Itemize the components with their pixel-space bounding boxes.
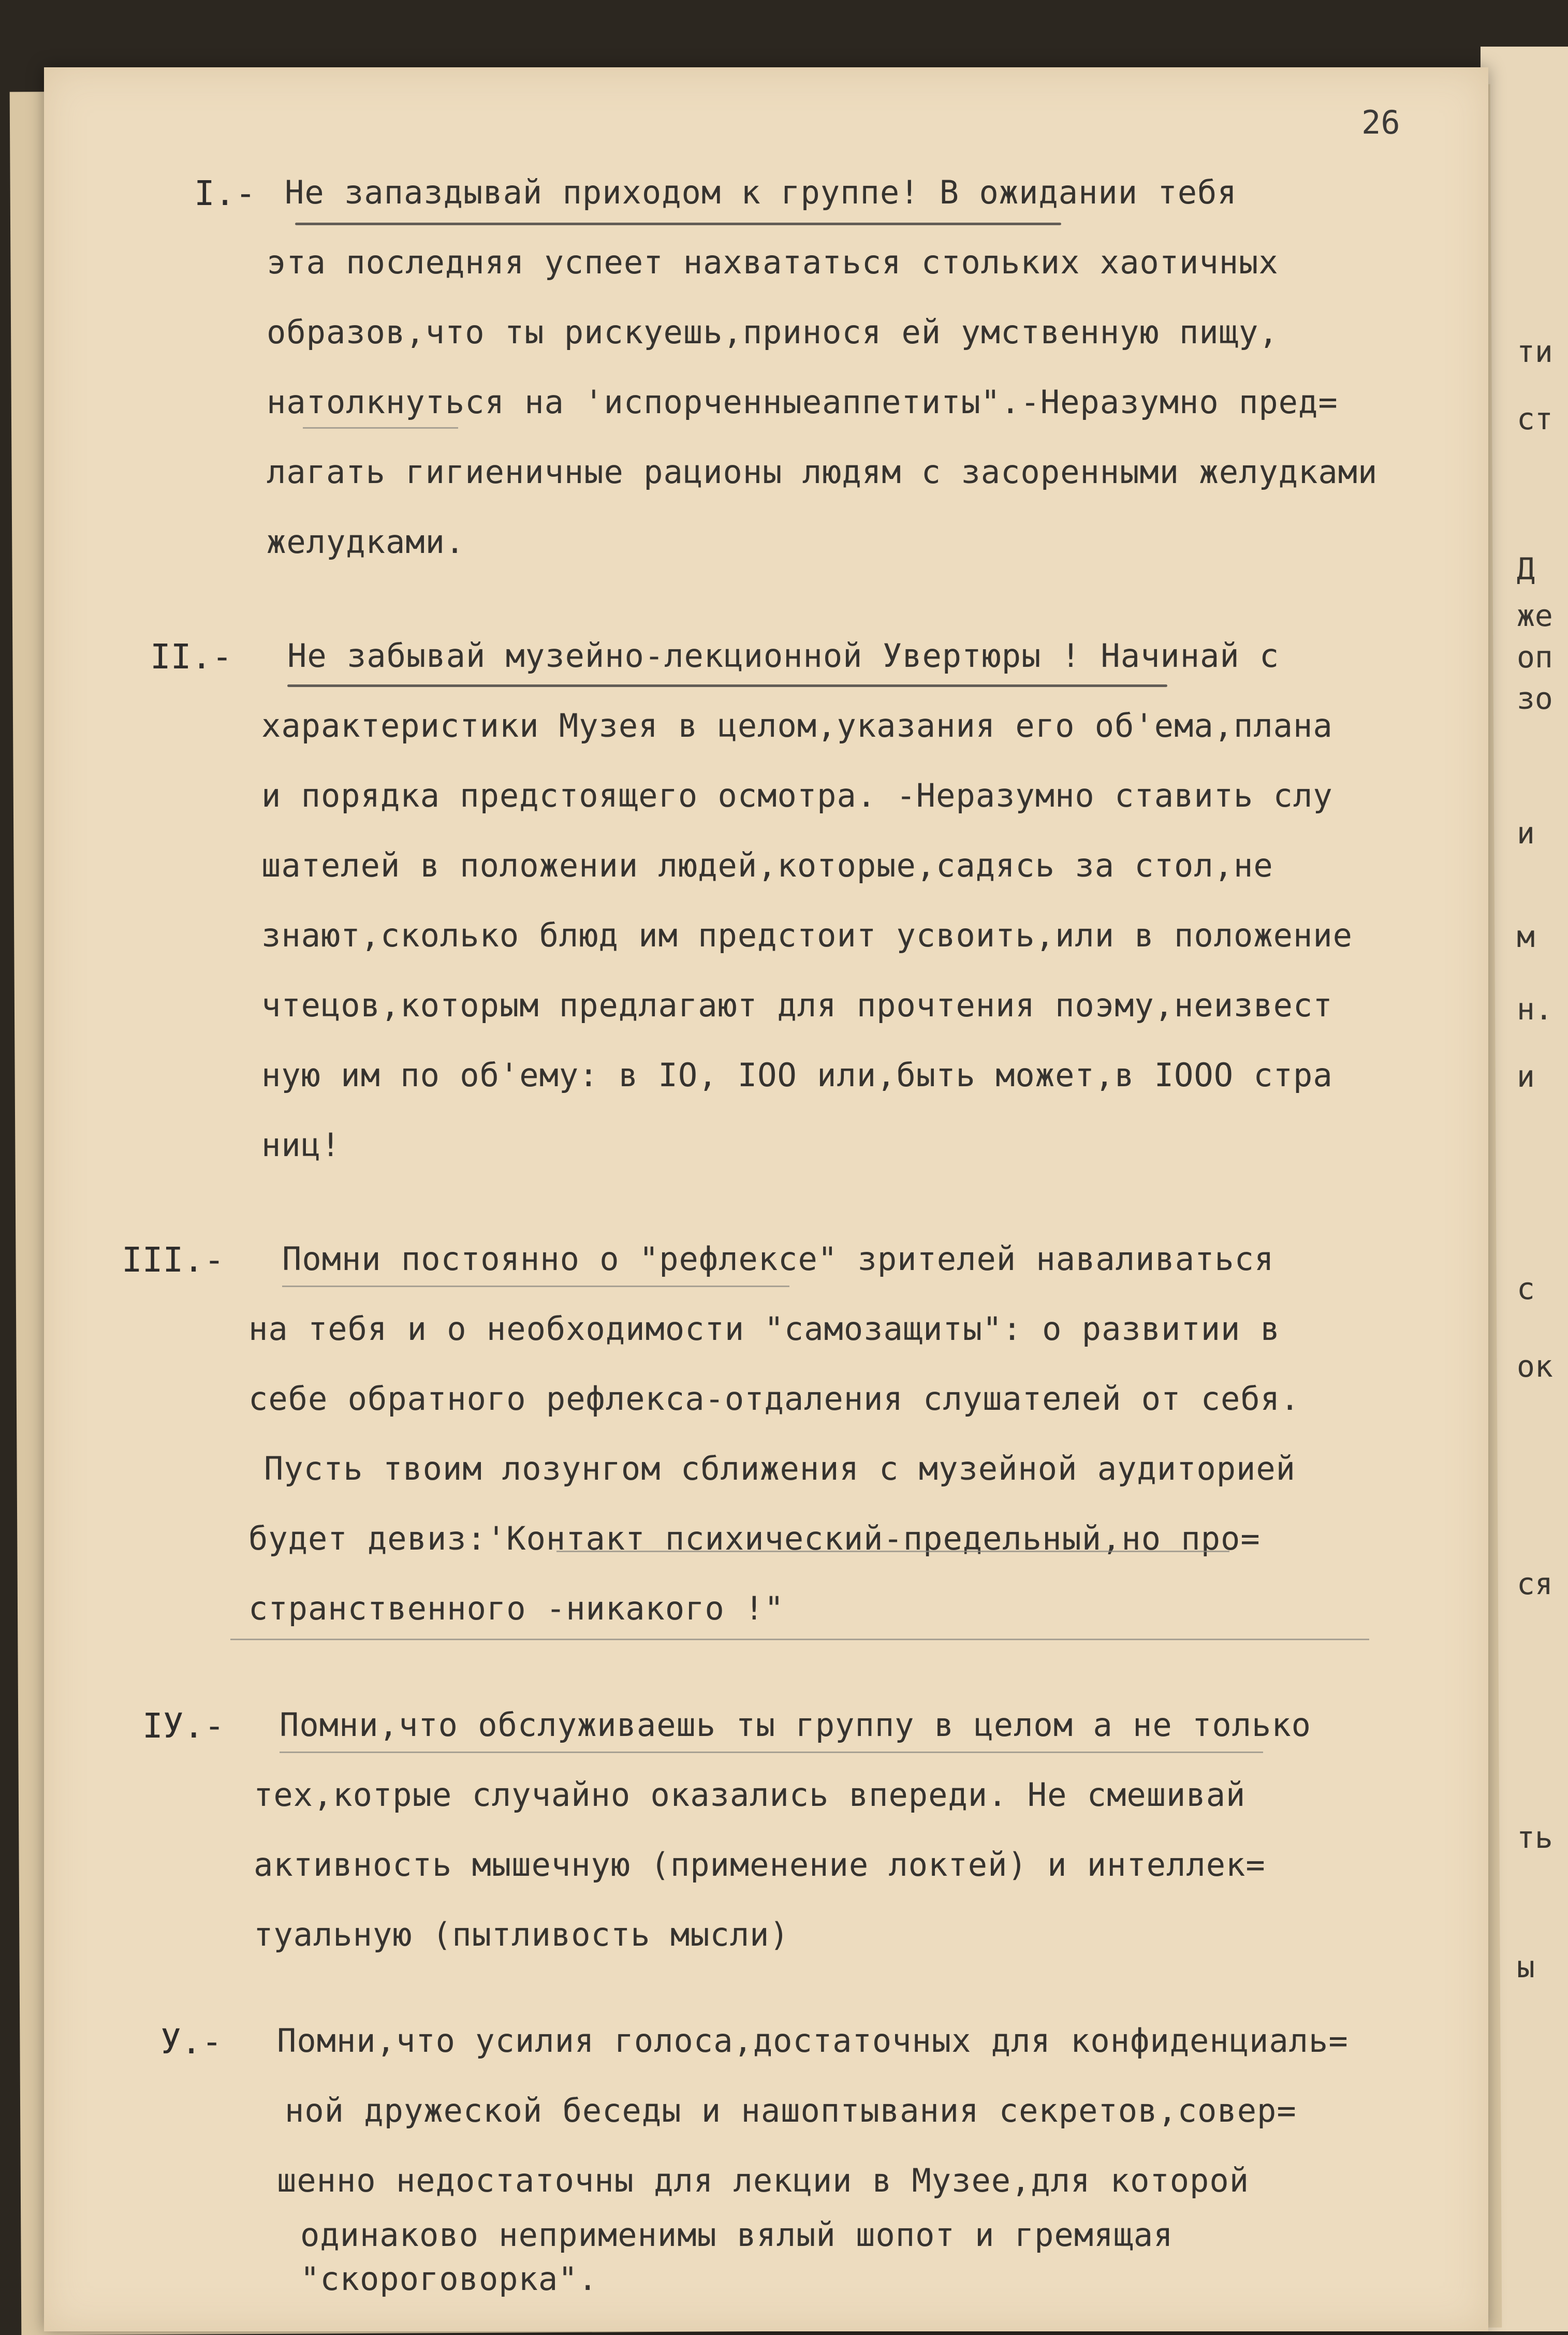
text-line: странственного -никакого !" xyxy=(248,1589,784,1627)
text-line: ную им по об'ему: в IO, IOO или,быть может,в IOOO стра xyxy=(261,1056,1333,1094)
text-line: шенно недостаточны для лекции в Музее,для которой xyxy=(277,2162,1250,2199)
item-number: I.- xyxy=(194,173,256,213)
pencil-mark xyxy=(280,1752,1263,1753)
text-line: ниц! xyxy=(261,1126,341,1164)
underlying-fragment: же xyxy=(1517,598,1553,633)
underlying-fragment: с xyxy=(1517,1271,1535,1306)
underlying-fragment: оп xyxy=(1517,639,1553,675)
text-line: Помни,что обслуживаешь ты группу в целом а не только xyxy=(280,1706,1312,1744)
item-number: IУ.- xyxy=(142,1706,225,1746)
underlying-fragment: ст xyxy=(1517,401,1553,436)
text-line: будет девиз:'Контакт психический-предельный,но про= xyxy=(248,1520,1261,1557)
document-page xyxy=(44,67,1488,2331)
underlying-fragment: и xyxy=(1517,1059,1535,1094)
pencil-mark xyxy=(282,1286,789,1287)
item-number: У.- xyxy=(160,2022,223,2062)
underlying-fragment: Д xyxy=(1517,551,1535,587)
underline xyxy=(287,684,1167,687)
pencil-mark xyxy=(230,1639,1369,1640)
text-line: "скороговорка". xyxy=(300,2260,598,2298)
text-line: активность мышечную (применение локтей) и интеллек= xyxy=(254,1846,1266,1884)
text-line: тех,котрые случайно оказались впереди. Не смешивай xyxy=(254,1776,1246,1814)
text-line: натолкнуться на 'испорченныеаппетиты".-Неразумно пред= xyxy=(267,383,1338,421)
text-line: лагать гигиеничные рационы людям с засоренными желудками xyxy=(267,453,1378,491)
underlying-fragment: и xyxy=(1517,815,1535,851)
text-line: чтецов,которым предлагают для прочтения поэму,неизвест xyxy=(261,986,1333,1024)
text-line: себе обратного рефлекса-отдаления слушателей от себя. xyxy=(248,1380,1300,1418)
text-line: образов,что ты рискуешь,принося ей умственную пищу, xyxy=(267,313,1279,351)
pencil-mark xyxy=(303,427,458,429)
item-number: III.- xyxy=(122,1240,225,1280)
underlying-fragment: ы xyxy=(1517,1949,1535,1984)
text-line: туальную (пытливость мысли) xyxy=(254,1916,789,1953)
text-line: знают,сколько блюд им предстоит усвоить,или в положение xyxy=(261,916,1353,954)
underlying-fragment: зо xyxy=(1517,681,1553,716)
page-number: 26 xyxy=(1361,104,1400,141)
text-line: на тебя и о необходимости "самозащиты": о развитии в xyxy=(248,1310,1281,1348)
text-line: эта последняя успеет нахвататься стольких хаотичных xyxy=(267,243,1279,281)
text-line: Помни постоянно о "рефлексе" зрителей наваливаться xyxy=(282,1240,1274,1278)
text-line: желудками. xyxy=(267,523,465,561)
item-number: II.- xyxy=(150,637,232,677)
pencil-mark xyxy=(556,1551,1229,1552)
underlying-fragment: ок xyxy=(1517,1349,1553,1384)
underlying-fragment: н. xyxy=(1517,991,1553,1027)
underlying-fragment: ти xyxy=(1517,334,1553,369)
text-line: характеристики Музея в целом,указания его об'ема,плана xyxy=(261,707,1333,745)
text-line: и порядка предстоящего осмотра. -Неразумно ставить слу xyxy=(261,777,1333,814)
text-line: шателей в положении людей,которые,садясь за стол,не xyxy=(261,847,1273,884)
underlying-fragment: ся xyxy=(1517,1566,1553,1601)
text-line: Не запаздывай приходом к группе! В ожидании тебя xyxy=(285,173,1237,211)
underline xyxy=(295,223,1061,225)
text-line: Помни,что усилия голоса,достаточных для конфиденциаль= xyxy=(277,2022,1349,2060)
text-line: одинаково неприменимы вялый шопот и гремящая xyxy=(300,2216,1174,2254)
underlying-fragment: м xyxy=(1517,919,1535,954)
underlying-fragment: ть xyxy=(1517,1820,1553,1855)
text-line: Не забывай музейно-лекционной Увертюры ! Начинай с xyxy=(287,637,1280,675)
text-line: ной дружеской беседы и нашоптывания секретов,совер= xyxy=(285,2092,1297,2129)
text-line: Пусть твоим лозунгом сближения с музейной аудиторией xyxy=(264,1450,1296,1487)
